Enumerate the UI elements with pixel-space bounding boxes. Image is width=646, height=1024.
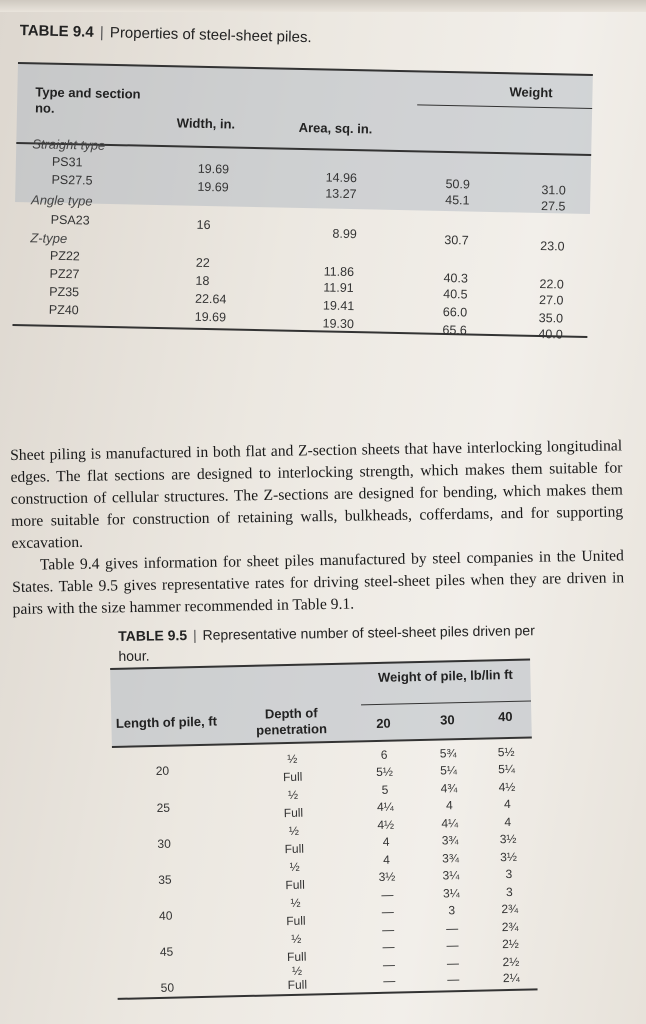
row-w20: 5½ xyxy=(376,764,394,779)
row-w40: 3 xyxy=(505,884,513,900)
row-w30: — xyxy=(446,938,459,953)
row-section: PZ40 xyxy=(48,302,79,318)
row-width: 19.69 xyxy=(197,161,230,177)
table-95 xyxy=(110,652,538,1001)
row-area: 11.91 xyxy=(323,280,354,296)
row-w20: — xyxy=(381,904,394,919)
row-depth: Full xyxy=(286,949,307,965)
row-w20: — xyxy=(383,973,396,988)
row-w30: 5¾ xyxy=(439,746,457,761)
row-depth: ½ xyxy=(288,823,300,838)
row-w40: 2½ xyxy=(502,954,520,970)
row-depth: Full xyxy=(282,769,303,785)
row-w40: 4 xyxy=(503,796,511,812)
row-w20: — xyxy=(382,939,395,954)
row-length: 25 xyxy=(156,800,171,815)
row-section: PZ27 xyxy=(49,266,80,282)
row-w40: 5¼ xyxy=(498,761,516,777)
row-w40: 2¾ xyxy=(501,901,519,917)
table-95-caption: TABLE 9.5 | Representative number of steel-sheet piles driven per hour. xyxy=(118,622,535,664)
row-w20: 5 xyxy=(381,782,389,797)
row-area: 19.30 xyxy=(322,316,355,332)
row-section: PSA23 xyxy=(50,212,90,228)
row-w20: — xyxy=(382,957,396,972)
header-width: Width, in. xyxy=(176,115,236,132)
table-94 xyxy=(12,62,593,344)
row-sf: 22.0 xyxy=(539,276,564,292)
row-w20: 3½ xyxy=(378,869,396,884)
row-width: 19.69 xyxy=(194,309,227,325)
row-depth: ½ xyxy=(291,931,302,946)
row-width: 22.64 xyxy=(194,291,227,307)
row-section: PS27.5 xyxy=(51,172,93,188)
row-depth: ½ xyxy=(291,963,303,978)
row-w20: 4 xyxy=(383,852,391,867)
header-w20: 20 xyxy=(376,715,391,731)
row-w40: 2¾ xyxy=(501,919,519,935)
row-w40: 4½ xyxy=(498,779,516,795)
row-w20: 6 xyxy=(380,747,388,762)
row-area: 8.99 xyxy=(332,226,357,242)
row-depth: Full xyxy=(283,805,304,821)
paragraph-1: Sheet piling is manufactured in both flat and Z-section sheets that have interlocking longitudinal edges. The flat sections are designed to interlocking strength, which makes them suitable for construction of cellular structures. The Z-sections are designed for bending, which makes them more suitable for construction of retaining walls, bulkheads, cofferdams, and for supporting excavation. xyxy=(10,437,624,552)
header-length: Length of pile, ft xyxy=(115,713,218,731)
row-area: 19.41 xyxy=(322,298,355,314)
group-z-type: Z-type xyxy=(30,230,68,247)
header-weight: Weight xyxy=(509,84,553,101)
row-w30: 4¼ xyxy=(441,816,459,831)
row-section: PZ22 xyxy=(49,248,80,264)
row-depth: ½ xyxy=(289,859,300,874)
table-94-label: TABLE 9.4 xyxy=(19,22,94,41)
row-length: 30 xyxy=(157,836,171,851)
row-section: PZ35 xyxy=(49,284,80,300)
row-w20: 4 xyxy=(382,834,390,849)
row-width: 18 xyxy=(195,273,210,289)
header-weight-of-pile: Weight of pile, lb/lin ft xyxy=(377,666,513,685)
table-94-title: Properties of steel-sheet piles. xyxy=(109,24,312,47)
row-w30: 5¼ xyxy=(440,763,458,778)
body-text xyxy=(10,435,625,621)
row-lin: 40.5 xyxy=(443,286,468,302)
row-lin: 65.6 xyxy=(442,322,467,338)
row-w30: 3¼ xyxy=(442,868,460,883)
row-lin: 30.7 xyxy=(444,232,469,248)
row-w40: 3½ xyxy=(500,849,518,865)
row-w30: 3¼ xyxy=(442,886,460,901)
row-depth: Full xyxy=(287,977,308,993)
header-area: Area, sq. in. xyxy=(298,119,373,137)
row-length: 35 xyxy=(158,872,172,887)
row-lin: 45.1 xyxy=(445,192,470,208)
row-w30: 3¾ xyxy=(442,851,460,866)
row-width: 16 xyxy=(196,217,211,233)
row-lin: 40.3 xyxy=(443,270,469,286)
table-95-label: TABLE 9.5 xyxy=(118,627,188,644)
row-sf: 31.0 xyxy=(541,182,566,198)
row-sf: 23.0 xyxy=(540,238,565,254)
row-w30: — xyxy=(445,921,459,936)
row-w20: 4½ xyxy=(377,817,395,832)
row-area: 14.96 xyxy=(325,170,358,186)
row-w40: 3 xyxy=(505,866,513,882)
row-w30: — xyxy=(447,972,460,987)
table-94-caption: TABLE 9.4 | Properties of steel-sheet piles. xyxy=(19,22,312,47)
group-straight-type: Straight type xyxy=(32,136,106,153)
row-length: 40 xyxy=(158,908,173,923)
row-w40: 4 xyxy=(504,814,512,830)
row-w30: 4 xyxy=(445,798,453,813)
table-95-title: Representative number of steel-sheet piles driven per hour. xyxy=(118,622,535,664)
row-w40: 2¼ xyxy=(502,970,520,986)
row-sf: 40.0 xyxy=(538,326,563,342)
row-w30: 3¾ xyxy=(441,833,459,848)
header-w30: 30 xyxy=(439,712,455,728)
row-w20: — xyxy=(381,887,394,902)
row-lin: 66.0 xyxy=(442,304,468,320)
row-w20: 4¼ xyxy=(376,799,394,814)
row-area: 11.86 xyxy=(323,264,355,280)
page-top-edge xyxy=(0,0,646,12)
row-section: PS31 xyxy=(51,154,83,170)
row-depth: Full xyxy=(284,841,305,857)
row-width: 22 xyxy=(195,255,210,271)
row-length: 45 xyxy=(159,944,174,959)
row-w30: — xyxy=(446,956,460,971)
row-depth: Full xyxy=(285,877,305,893)
paragraph-2: Table 9.4 gives information for sheet piles manufactured by steel companies in the United States. Table 9.5 gives representative rates for driving steel-sheet piles when they are driven in pairs with the size hammer recommended in Table 9.1. xyxy=(12,547,625,618)
row-lin: 50.9 xyxy=(445,176,471,192)
row-depth: ½ xyxy=(290,895,301,910)
row-w30: 4¾ xyxy=(440,781,458,796)
header-w40: 40 xyxy=(497,708,513,725)
header-depth: Depth of penetration xyxy=(256,705,328,738)
row-width: 19.69 xyxy=(197,179,229,195)
row-w20: — xyxy=(381,922,395,937)
row-w40: 5½ xyxy=(497,744,515,760)
row-area: 13.27 xyxy=(325,186,357,202)
row-sf: 27.5 xyxy=(540,198,566,214)
row-depth: Full xyxy=(286,913,306,929)
row-depth: ½ xyxy=(287,751,298,767)
row-length: 20 xyxy=(155,763,170,778)
row-w40: 2½ xyxy=(502,936,520,952)
row-sf: 27.0 xyxy=(538,292,564,308)
header-type-section: Type and section no. xyxy=(34,84,141,116)
row-w30: 3 xyxy=(448,903,456,918)
group-angle-type: Angle type xyxy=(30,192,93,209)
row-depth: ½ xyxy=(287,787,299,802)
row-w40: 3½ xyxy=(499,831,517,847)
row-length: 50 xyxy=(160,980,175,995)
row-sf: 35.0 xyxy=(538,310,564,326)
